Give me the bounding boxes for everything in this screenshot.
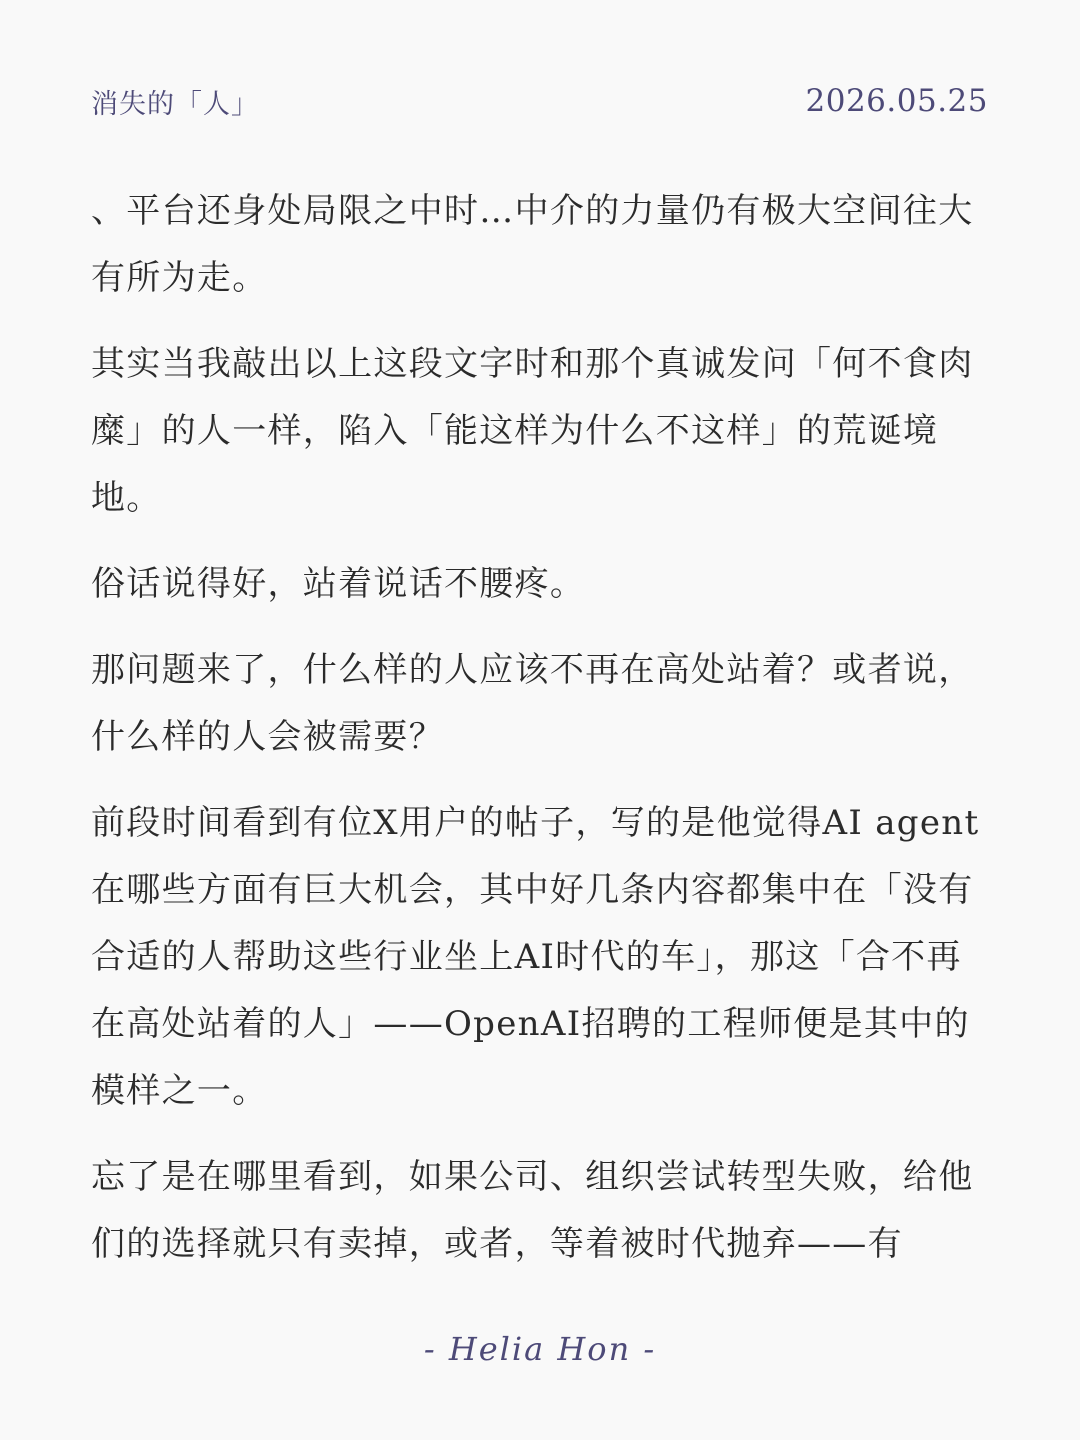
article-title: 消失的「人」 bbox=[91, 88, 259, 120]
paragraph: 其实当我敲出以上这段文字时和那个真诚发问「何不食肉糜」的人一样，陷入「能这样为什么不这样」的荒诞境地。 bbox=[91, 344, 974, 518]
paragraph: 俗话说得好，站着说话不腰疼。 bbox=[91, 564, 586, 604]
author-signature: - Helia Hon - bbox=[423, 1330, 657, 1368]
paragraph: 前段时间看到有位X用户的帖子，写的是他觉得AI agent在哪些方面有巨大机会，其中好几条内容都集中在「没有合适的人帮助这些行业坐上AI时代的车」，那这「合不再在高处站着的人」——OpenAI招聘的工程师便是其中的模样之一。 bbox=[91, 803, 980, 1111]
paragraph: 忘了是在哪里看到，如果公司、组织尝试转型失败，给他们的选择就只有卖掉，或者，等着被时代抛弃——有 bbox=[91, 1157, 974, 1264]
paragraph: 、平台还身处局限之中时…中介的力量仍有极大空间往大有所为走。 bbox=[91, 191, 974, 298]
article-body bbox=[91, 178, 991, 1278]
paragraph: 那问题来了，什么样的人应该不再在高处站着？或者说，什么样的人会被需要？ bbox=[91, 650, 974, 757]
publish-date: 2026.05.25 bbox=[805, 83, 988, 119]
header bbox=[91, 76, 988, 126]
